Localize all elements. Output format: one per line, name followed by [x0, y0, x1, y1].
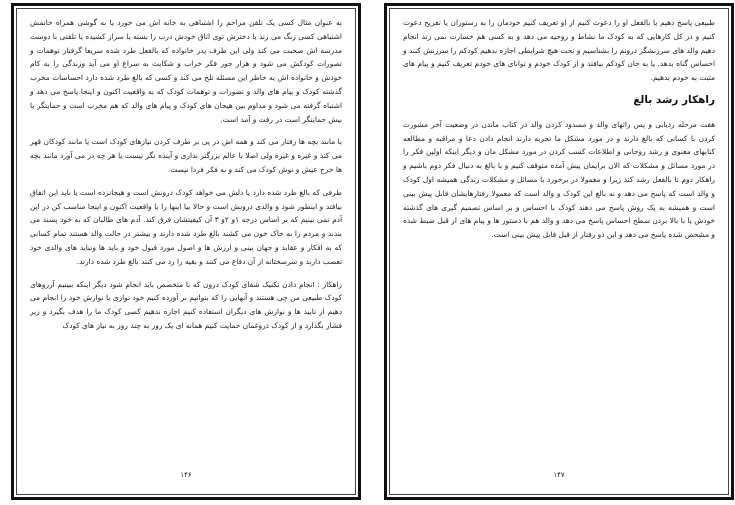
- right-page-body: [403, 16, 715, 251]
- left-page: [11, 3, 361, 500]
- paragraph: به عنوان مثال کسی یک تلفن مزاحم را اشتباهی به خانه اش می خورد یا به گوشی همراه خانمش اشتباهی کسی زنگ می زند یا دخترش توی اتاق خودش درب را بسته یا سراز کشیده یا تلفنی با دوست مدرسه اش صحبت می کند ولی این طرف پدر خانواده که بالفعل طرد شده سریعا گرفتار توهمات و تصورات کودکش می شود و هزار جور فکر خراب و شکایت به سراغ او می آید وزندگی را به کام خودش و خانواده اش به خاطر این مسئله تلخ می کند و کسی که بالغ طرد شده دارد احساسات مخرب گذشته کودک و پیام های والد و تصورات و توهمات کودک که به واقعیت اکنون و اینجا پاسخ می دهد و اشتباه گرفته می شود و مداوم بین هیجان های کودک و پیام های والد که هم مخرب است و حمایتگر یا بیش حمایتگر است در رفت و آمد است.: [30, 18, 342, 124]
- page-number: ۱۴۶: [180, 471, 192, 479]
- paragraph: با مانند بچه ها رفتار می کند و همه اش در پی بر طرف کردن نیازهای کودک است یا مانند کودکان قهر می کند و غیره و غیره ولی اصلا با عالم بزرگتر نداری و آینده نگر نیست یا هر چه در می آورد مانند بچه ها خرج عیش و نوش کودک می کند و به فکر فردا نیست.: [30, 137, 342, 174]
- paragraph: هفت مرحله ردیابی و پس راتهای والد و مسدود کردن والد در کتاب ماندن در وضعیت آخر مشورت کردن با کسانی که بالغ دارند و در مورد مشکل ما تجربه دارند انجام دادن دعا و مراقبه و مطالعه کتابهای معنوی و رشد روحانی و اطلاعات کسب کردن در مورد مشکل مان و دیگر اینکه اولین فکر را در مورد مسائل و مشکلات که الان برایمان پیش آمده متوقف کنیم و با بالغ به دنبال فکر دوم باشیم و راهکار دوم تا بالفعل رشد کند زیرا و معمولا در برخورد با مسائل و مشکلات زندگی همیشه اول کودک و والد است که پاسخ می دهد و نه بالغ این کودک و والد است که معمولا رفتارهایشان قابل پیش بینی است و همیشه به یک روش پاسخ می دهند کودک با احساس و بر اساس تصمیم گیری های گذشته خودش یا با بالا بردن سطح احساس پاسخ می دهد و والد هم با دستور ها و پیام های از قبل ضبط شده و مشخص شده پاسخ می دهد و این دو رفتار از قبل قابل پیش بینی است.: [403, 119, 715, 240]
- paragraph: طبیعی پاسخ دهیم یا بالفعل او را دعوت کنیم از او تعریف کنیم خودمان را به رستوران یا تفریح دعوت کنیم و در کل کارهایی که به کودک ما نشاط و روحیه می دهد و به کسی هم خسارت نمی زند انجام دهیم والد های سرزنشگر درونم را بشناسیم و تحت هیچ شرایطی اجازه ندهیم کودکم را سرزنش کنند و احساس گناه بدهد. یا به جان کودکم بیافتد و از کودک خودم و توانای های خودم تعریف کنیم و پیام های مثبت به خودم بدهیم.: [403, 18, 715, 83]
- left-page-body: [30, 16, 342, 342]
- paragraph: راهکار : انجام دادن تکنیک شفای کودک درون که با متخصص باید انجام شود دیگر اینکه ببینیم آرزوهای کودک طبیعی من چی هستند و آنهایی را که بتوانیم بر آورده کنیم خود نوازی یا نوازش خود را انجام می دهیم از تایید ها و نوازش های دیگران استفاده کنیم اجازه ندهیم کسی کودک ما را هدف بگیرد و زیر فشار بگذارد و از کودک دروغمان حمایت کنیم همانه ای یک روز به چند روز به نیاز های کودک: [30, 279, 342, 330]
- section-heading: راهکار رشد بالغ: [633, 93, 715, 106]
- page-number: ۱۴۷: [553, 471, 565, 479]
- paragraph: طرفی که بالغ طرد شده دارد یا دلش می خواهد کودک درونش است و هیجانزده است یا باید این اتفاق بیافتد و اینطور شود و والدی درونش است و حالا بیا اینها را با واقعیت اکنون و اینجا مناسب کن در این آدم نمی بینیم که بر اساس درجه ۱و ۲و ۳ آن کیفیتشان فرق کند. آدم های طالبان که به خود پسند می بندند و مردم را به خاک خون می کشند بالغ طرد شده دارند و بیشتر در حالت والد هستند تمام کسانی که به افکار و عقاید و جهان بینی و ارزش ها و اصول مورد قبول خود و باید ها ونباید های والدی خود تعصب دارند و سرسختانه از آن دفاع می کنند و بقیه را رد می کنند بالغ طرد شده دارند.: [30, 187, 343, 266]
- right-page: [384, 3, 734, 500]
